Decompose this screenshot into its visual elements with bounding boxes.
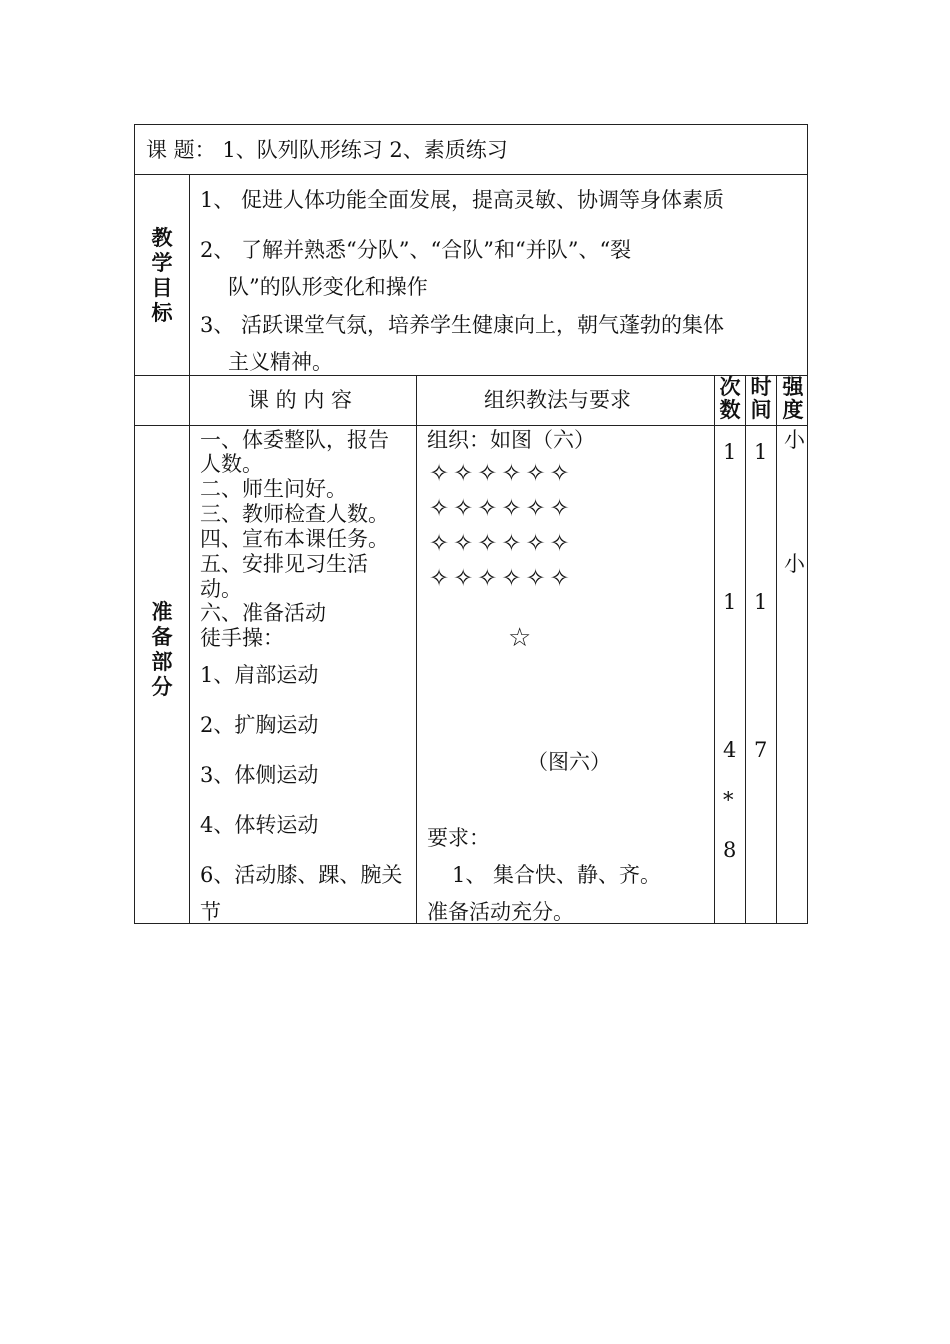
requirement-2: 准备活动充分。: [427, 900, 574, 924]
organization-label: 组织：如图（六）: [427, 428, 595, 452]
objective-3-line-2: 主义精神。: [228, 350, 333, 374]
duration-value: 1: [754, 440, 768, 464]
header-times: 次 数: [719, 375, 741, 422]
section-label: 准 备 部 分: [151, 600, 173, 699]
content-line: 6、活动膝、踝、腕关: [200, 863, 403, 887]
content-line: 六、准备活动: [200, 601, 326, 625]
content-line: 2、扩胸运动: [200, 713, 319, 737]
teacher-star-icon: ☆: [508, 623, 536, 653]
times-value: 8: [723, 838, 737, 862]
content-line: 4、体转运动: [200, 813, 319, 837]
content-line: 徒手操：: [200, 626, 284, 650]
content-line: 二、师生问好。: [200, 477, 347, 501]
formation-row-1: ✧✧✧✧✧✧: [429, 459, 574, 487]
col-divider: [745, 375, 746, 924]
intensity-value: 小: [784, 552, 805, 576]
header-duration: 时 间: [750, 375, 772, 422]
duration-value: 7: [754, 738, 768, 762]
row-divider: [134, 174, 808, 175]
col-divider: [189, 174, 190, 924]
content-line: 1、肩部运动: [200, 663, 319, 687]
header-method: 组织教法与要求: [484, 388, 631, 412]
intensity-value: 小: [784, 428, 805, 452]
objective-1: 1、 促进人体功能全面发展，提高灵敏、协调等身体素质: [200, 188, 725, 212]
row-divider: [134, 425, 808, 426]
content-line: 一、体委整队，报告: [200, 428, 389, 452]
col-divider: [416, 375, 417, 924]
col-divider: [714, 375, 715, 924]
requirement-1: 1、 集合快、静、齐。: [452, 863, 662, 887]
header-content: 课 的 内 容: [248, 388, 353, 412]
content-line: 人数。: [200, 452, 263, 476]
col-divider: [776, 375, 777, 924]
objective-2-line-1: 2、 了解并熟悉“分队”、“合队”和“并队”、“裂: [200, 238, 632, 262]
figure-caption: （图六）: [527, 750, 611, 774]
content-line: 五、安排见习生活: [200, 552, 368, 576]
times-value: 4: [723, 738, 737, 762]
content-line: 四、宣布本课任务。: [200, 527, 389, 551]
formation-row-4: ✧✧✧✧✧✧: [429, 564, 574, 592]
header-intensity: 强 度: [782, 375, 804, 422]
content-line: 三、教师检查人数。: [200, 502, 389, 526]
lesson-topic: 课 题： 1、队列队形练习 2、素质练习: [146, 138, 508, 162]
content-line: 3、体侧运动: [200, 763, 319, 787]
times-value: 1: [723, 590, 737, 614]
content-line: 动。: [200, 577, 242, 601]
requirements-label: 要求：: [427, 826, 490, 850]
content-line: 节: [200, 900, 221, 924]
objectives-label: 教 学 目 标: [151, 226, 173, 325]
times-value: 1: [723, 440, 737, 464]
objective-2-line-2: 队”的队形变化和操作: [228, 275, 428, 299]
objective-3-line-1: 3、 活跃课堂气氛，培养学生健康向上，朝气蓬勃的集体: [200, 313, 725, 337]
row-divider: [134, 375, 808, 376]
times-value: *: [723, 788, 734, 812]
duration-value: 1: [754, 590, 768, 614]
formation-row-3: ✧✧✧✧✧✧: [429, 529, 574, 557]
formation-row-2: ✧✧✧✧✧✧: [429, 494, 574, 522]
